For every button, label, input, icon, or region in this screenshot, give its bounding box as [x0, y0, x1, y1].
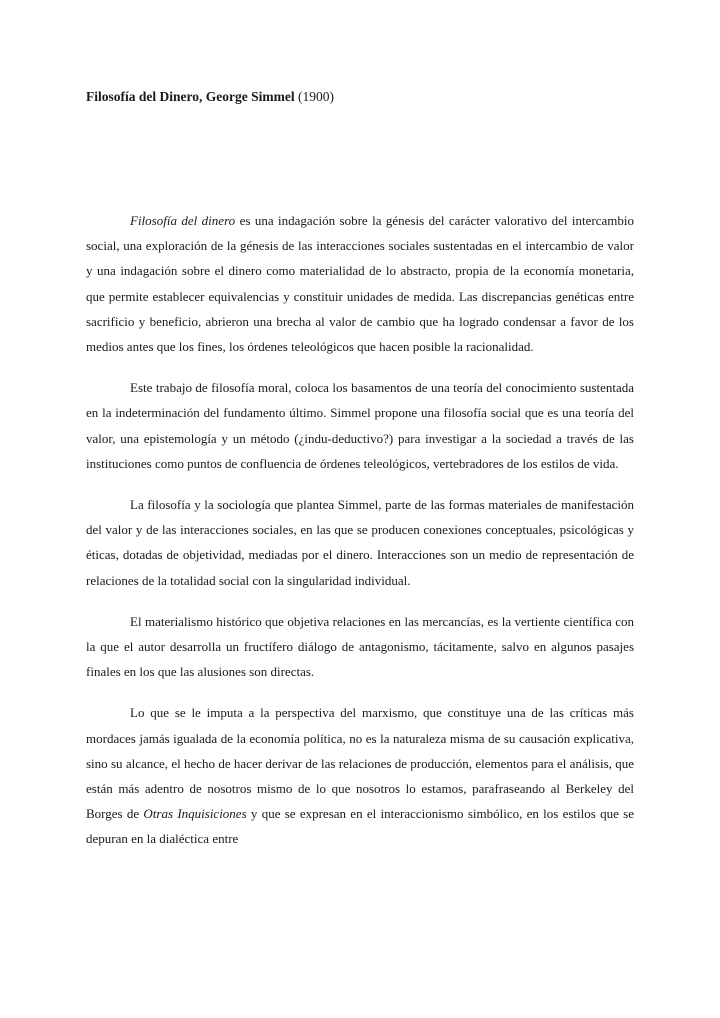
title-year: (1900) [297, 89, 334, 104]
paragraph-4: El materialismo histórico que objetiva relaciones en las mercancías, es la vertiente científica con la que el autor desarrolla un fructífero diálogo de antagonismo, tácitamente, salvo en algunos pasajes finales en los que las alusiones son directas. [86, 613, 634, 680]
book-title-italic: Filosofía del dinero [130, 213, 236, 228]
document-title [86, 88, 334, 106]
paragraph-3: La filosofía y la sociología que plantea Simmel, parte de las formas materiales de manifestación del valor y de las interacciones sociales, en las que se producen conexiones conceptuales, psicológicas y éticas, dotadas de objetividad, mediadas por el dinero. Interacciones son un medio de representación de relaciones de la totalidad social con la singularidad individual. [86, 497, 634, 588]
paragraph-1-text: es una indagación sobre la génesis del carácter valorativo del intercambio social, una exploración de la génesis de las interacciones sociales sustentadas en el intercambio de valor y una indagación sobre el dinero como materialidad de lo abstracto, propia de la economía monetaria, que permite establecer equivalencias y constituir unidades de medida. Las discrepancias genéticas entre sacrificio y beneficio, abrieron una brecha al valor de cambio que ha logrado condensar a favor de los medios antes que los fines, los órdenes teleológicos que hacen posible la racionalidad. [86, 213, 634, 355]
paragraph-1 [86, 208, 634, 359]
paragraph-2: Este trabajo de filosofía moral, coloca los basamentos de una teoría del conocimiento sustentada en la indeterminación del fundamento último. Simmel propone una filosofía social que es una teoría del valor, una epistemología y un método (¿indu-deductivo?) para investigar a la sociedad a través de las instituciones como puntos de confluencia de órdenes teleológicos, vertebradores de los estilos de vida. [86, 380, 634, 471]
title-main: Filosofía del Dinero, George Simmel [86, 89, 295, 104]
book-title-italic-2: Otras Inquisiciones [143, 806, 247, 822]
document-body [86, 208, 634, 868]
paragraph-5-text-after: y que se expresan en el interaccionismo simbólico, en los estilos que se depuran en la dialéctica entre [86, 806, 634, 847]
paragraph-5 [86, 700, 634, 851]
paragraph-5-text-before: Lo que se le imputa a la perspectiva del marxismo, que constituye una de las críticas más mordaces jamás igualada de la economía política, no es la naturaleza misma de su causación explicativa, sino su alcance, el hecho de hacer derivar de las relaciones de producción, elementos para el análisis, que están más adentro de nosotros mismo de lo que nosotros lo estamos, parafraseando al Berkeley del Borges de [86, 705, 634, 822]
